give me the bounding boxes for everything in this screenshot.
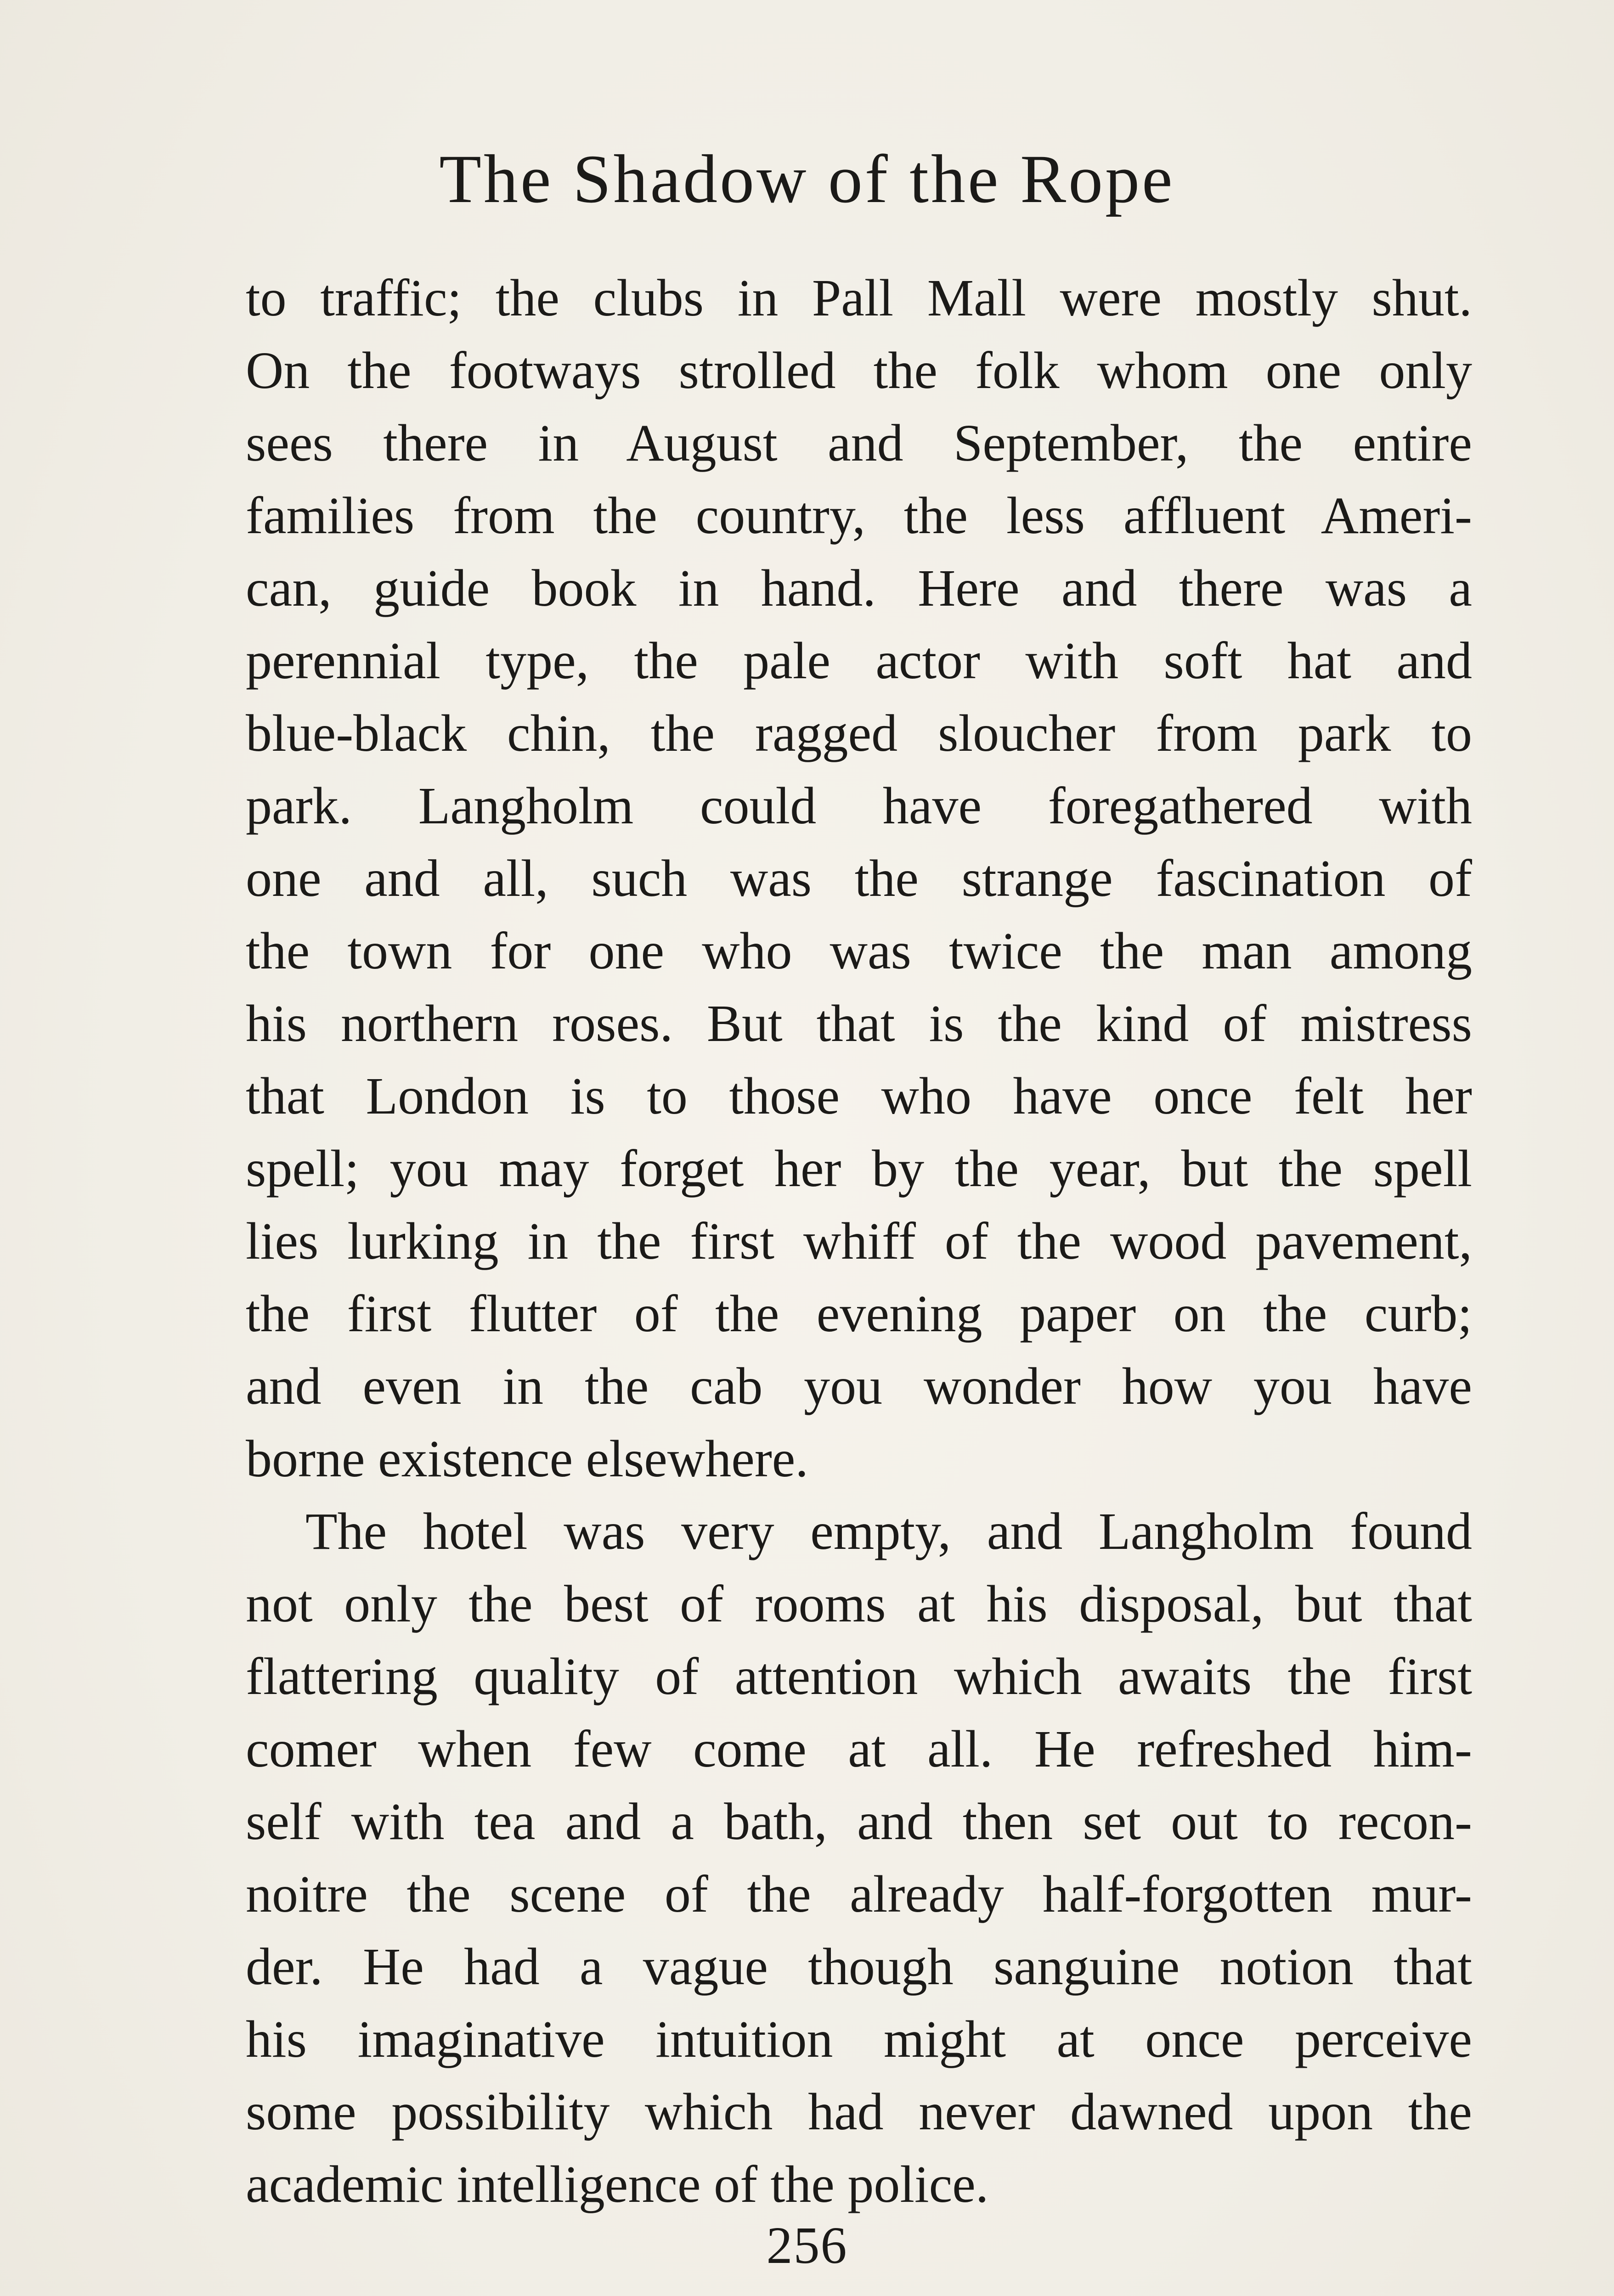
text-line: blue-black chin, the ragged sloucher from park to — [246, 704, 1472, 762]
text-line: one and all, such was the strange fascination of — [246, 849, 1472, 907]
text-line: spell; you may forget her by the year, but the spell — [246, 1139, 1472, 1198]
text-line: to traffic; the clubs in Pall Mall were mostly shut. — [246, 269, 1472, 327]
text-line: perennial type, the pale actor with soft hat and — [246, 631, 1472, 690]
text-line: flattering quality of attention which awaits the first — [246, 1647, 1472, 1705]
text-line: lies lurking in the first whiff of the wood pavement, — [246, 1212, 1472, 1270]
page-number: 256 — [766, 2216, 848, 2274]
text-line: self with tea and a bath, and then set out to recon- — [246, 1792, 1472, 1851]
body-text — [246, 262, 1472, 2221]
text-line: the first flutter of the evening paper on the curb; — [246, 1284, 1472, 1343]
text-line: borne existence elsewhere. — [246, 1429, 808, 1488]
text-line: families from the country, the less affluent Ameri- — [246, 486, 1472, 545]
text-line: On the footways strolled the folk whom one only — [246, 341, 1472, 400]
text-line: The hotel was very empty, and Langholm found — [305, 1502, 1472, 1560]
text-line: that London is to those who have once felt her — [246, 1067, 1472, 1125]
text-line: the town for one who was twice the man among — [246, 922, 1472, 980]
text-line: comer when few come at all. He refreshed him- — [246, 1720, 1472, 1778]
text-line: der. He had a vague though sanguine notion that — [246, 1937, 1472, 1996]
text-line: some possibility which had never dawned upon the — [246, 2082, 1472, 2141]
text-line: noitre the scene of the already half-forgotten mur- — [246, 1865, 1472, 1923]
text-line: his northern roses. But that is the kind of mistress — [246, 994, 1472, 1052]
text-line: can, guide book in hand. Here and there was a — [246, 559, 1472, 617]
text-line: his imaginative intuition might at once perceive — [246, 2010, 1472, 2068]
text-line: park. Langholm could have foregathered with — [246, 777, 1472, 835]
running-head: The Shadow of the Rope — [439, 141, 1175, 217]
text-line: not only the best of rooms at his disposal, but that — [246, 1575, 1472, 1633]
text-line: and even in the cab you wonder how you have — [246, 1357, 1472, 1415]
text-line: sees there in August and September, the entire — [246, 414, 1472, 472]
text-line: academic intelligence of the police. — [246, 2155, 989, 2213]
